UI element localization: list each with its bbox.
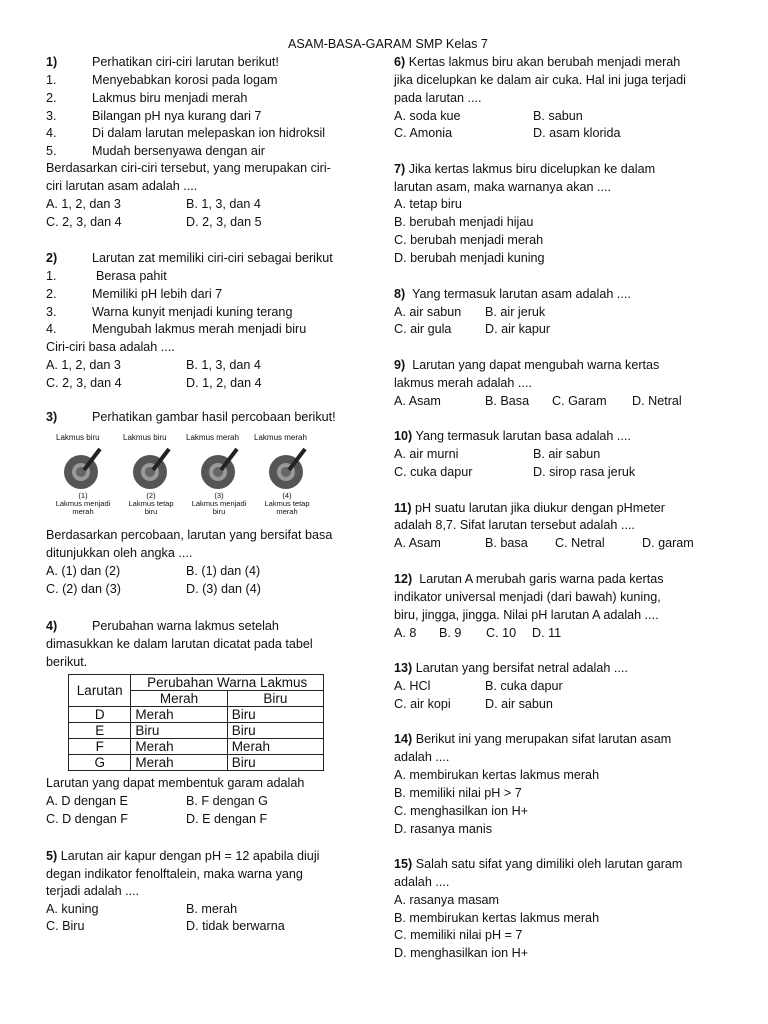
option-d: D. rasanya manis <box>394 822 492 836</box>
question-text: jika dicelupkan ke dalam air cuka. Hal ini juga terjadi <box>394 73 686 87</box>
question-line: Yang termasuk larutan basa adalah .... <box>415 429 631 443</box>
option-b: B. 9 <box>439 626 462 640</box>
figure-top-label: Lakmus biru <box>123 433 167 442</box>
option-b: B. merah <box>186 902 238 916</box>
option-b: B. F dengan G <box>186 794 268 808</box>
beaker-icon <box>201 449 237 489</box>
option-c: C. 2, 3, dan 4 <box>46 376 122 390</box>
table-row <box>69 723 324 739</box>
option-a: A. air sabun <box>394 305 462 319</box>
table-cell: Biru <box>227 755 323 771</box>
question-text: adalah .... <box>394 750 450 764</box>
list-number: 3. <box>46 109 57 123</box>
question-text: ditunjukkan oleh angka .... <box>46 546 193 560</box>
question-line: Larutan yang bersifat netral adalah .... <box>415 661 628 675</box>
table-group-header: Perubahan Warna Lakmus <box>131 675 324 691</box>
figure-number: (1) <box>78 491 88 500</box>
question-text: degan indikator fenolftalein, maka warna yang <box>46 867 303 881</box>
option-b: B. air sabun <box>533 447 601 461</box>
option-b: B. sabun <box>533 109 583 123</box>
option-d: D. menghasilkan ion H+ <box>394 946 529 960</box>
option-b: B. 1, 3, dan 4 <box>186 197 261 211</box>
question-intro: Perubahan warna lakmus setelah <box>92 619 279 633</box>
table-cell: Merah <box>227 739 323 755</box>
table-cell: Merah <box>131 739 227 755</box>
option-c: C. memiliki nilai pH = 7 <box>394 928 523 942</box>
list-number: 2. <box>46 287 57 301</box>
question-line: Salah satu sifat yang dimiliki oleh larutan garam <box>415 857 683 871</box>
question-text <box>394 161 655 177</box>
option-d: D. 11 <box>532 626 562 640</box>
list-number: 3. <box>46 305 57 319</box>
option-d: D. asam klorida <box>533 126 621 140</box>
option-a: A. HCl <box>394 679 431 693</box>
option-a: A. rasanya masam <box>394 893 499 907</box>
figure-top-label: Lakmus merah <box>186 433 239 442</box>
beaker-icon <box>269 449 305 489</box>
table-header-larutan: Larutan <box>69 675 131 707</box>
list-item: Di dalam larutan melepaskan ion hidroksil <box>92 126 326 140</box>
option-d: D. 1, 2, dan 4 <box>186 376 262 390</box>
option-d: D. E dengan F <box>186 812 268 826</box>
option-b: B. basa <box>485 536 528 550</box>
option-d: D. tidak berwarna <box>186 919 285 933</box>
question-intro: berikut. <box>46 655 88 669</box>
table-cell-label: E <box>69 723 131 739</box>
beaker-icon <box>133 449 169 489</box>
list-number: 4. <box>46 322 57 336</box>
list-number: 4. <box>46 126 57 140</box>
question-intro: Larutan zat memiliki ciri-ciri sebagai berikut <box>92 251 333 265</box>
option-c: C. menghasilkan ion H+ <box>394 804 529 818</box>
list-item: Berasa pahit <box>96 269 167 283</box>
question-line: Berikut ini yang merupakan sifat larutan asam <box>415 732 672 746</box>
option-d: D. sirop rasa jeruk <box>533 465 636 479</box>
table-cell-label: F <box>69 739 131 755</box>
question-text <box>394 500 665 516</box>
table-cell: Biru <box>227 707 323 723</box>
option-a: A. Asam <box>394 394 441 408</box>
option-a: A. 1, 2, dan 3 <box>46 358 121 372</box>
question-line: Larutan A merubah garis warna pada kertas <box>419 572 664 586</box>
figure-caption-line: Lakmus menjadi <box>55 499 111 508</box>
list-number: 5. <box>46 144 57 158</box>
question-number: 8) <box>394 287 406 301</box>
question-text <box>394 286 631 302</box>
option-a: A. kuning <box>46 902 99 916</box>
figure-caption-line: merah <box>72 507 94 516</box>
question-number: 13) <box>394 661 413 675</box>
question-intro: dimasukkan ke dalam larutan dicatat pada tabel <box>46 637 313 651</box>
figure-number: (2) <box>146 491 156 500</box>
option-d: D. air sabun <box>485 697 553 711</box>
option-a: A. air murni <box>394 447 459 461</box>
question-text <box>394 856 682 872</box>
option-c: C. 10 <box>486 626 517 640</box>
figure-caption-line: biru <box>144 507 158 516</box>
question-line: Yang termasuk larutan asam adalah .... <box>411 287 631 301</box>
figure-caption-line: Lakmus tetap <box>128 499 174 508</box>
question-line: pH suatu larutan jika diukur dengan pHmeter <box>415 501 665 515</box>
figure-caption-line: merah <box>276 507 298 516</box>
question-number: 14) <box>394 732 413 746</box>
question-text <box>394 731 671 747</box>
option-c: C. 2, 3, dan 4 <box>46 215 122 229</box>
option-b: B. membirukan kertas lakmus merah <box>394 911 600 925</box>
list-item: Mudah bersenyawa dengan air <box>92 144 265 158</box>
option-b: B. memiliki nilai pH > 7 <box>394 786 522 800</box>
question-text <box>394 660 628 676</box>
question-text: biru, jingga, jingga. Nilai pH larutan A adalah .... <box>394 608 659 622</box>
question-text <box>394 357 659 373</box>
table-subheader-merah: Merah <box>131 691 227 707</box>
table-cell: Merah <box>131 707 227 723</box>
question-number: 6) <box>394 55 406 69</box>
question-text: Berdasarkan percobaan, larutan yang bersifat basa <box>46 528 333 542</box>
list-item: Mengubah lakmus merah menjadi biru <box>92 322 307 336</box>
option-d: D. (3) dan (4) <box>186 582 261 596</box>
table-cell-label: D <box>69 707 131 723</box>
option-c: C. cuka dapur <box>394 465 473 479</box>
figure-number: (4) <box>282 491 292 500</box>
option-a: A. soda kue <box>394 109 461 123</box>
option-c: C. air kopi <box>394 697 451 711</box>
figure-caption-line: Lakmus menjadi <box>191 499 247 508</box>
question-line: Kertas lakmus biru akan berubah menjadi merah <box>408 55 681 69</box>
litmus-beakers <box>46 444 346 494</box>
option-b: B. air jeruk <box>485 305 546 319</box>
option-d: D. air kapur <box>485 322 551 336</box>
table-row <box>69 707 324 723</box>
question-text <box>46 848 319 864</box>
question-text: terjadi adalah .... <box>46 884 140 898</box>
question-text: adalah 8,7. Sifat larutan tersebut adalah .... <box>394 518 635 532</box>
table-cell-label: G <box>69 755 131 771</box>
figure-caption <box>254 492 320 516</box>
list-number: 1. <box>46 269 57 283</box>
question-text: adalah .... <box>394 875 450 889</box>
page-title: ASAM-BASA-GARAM SMP Kelas 7 <box>288 37 488 51</box>
option-a: A. D dengan E <box>46 794 128 808</box>
figure-caption <box>184 492 254 516</box>
table-cell: Merah <box>131 755 227 771</box>
table-cell: Biru <box>227 723 323 739</box>
list-item: Lakmus biru menjadi merah <box>92 91 248 105</box>
question-number: 3) <box>46 410 58 424</box>
question-text: Berdasarkan ciri-ciri tersebut, yang merupakan ciri- <box>46 161 331 175</box>
option-c: C. (2) dan (3) <box>46 582 121 596</box>
question-number: 11) <box>394 501 412 515</box>
figure-caption <box>118 492 184 516</box>
option-a: A. 8 <box>394 626 417 640</box>
question-line: Larutan air kapur dengan pH = 12 apabila diuji <box>60 849 320 863</box>
litmus-table <box>68 674 324 771</box>
table-row <box>69 739 324 755</box>
option-b: B. (1) dan (4) <box>186 564 261 578</box>
question-text <box>394 428 631 444</box>
question-intro: Perhatikan gambar hasil percobaan berikut! <box>92 410 336 424</box>
option-a: A. 1, 2, dan 3 <box>46 197 121 211</box>
question-text: lakmus merah adalah .... <box>394 376 532 390</box>
question-intro: Perhatikan ciri-ciri larutan berikut! <box>92 55 279 69</box>
question-number: 15) <box>394 857 413 871</box>
list-item: Menyebabkan korosi pada logam <box>92 73 278 87</box>
figure-caption-line: biru <box>212 507 226 516</box>
figure-caption <box>48 492 118 516</box>
option-a: A. Asam <box>394 536 441 550</box>
option-c: C. berubah menjadi merah <box>394 233 544 247</box>
question-text: ciri larutan asam adalah .... <box>46 179 198 193</box>
question-line: Larutan yang dapat mengubah warna kertas <box>412 358 660 372</box>
option-a: A. tetap biru <box>394 197 462 211</box>
figure-caption-line: Lakmus tetap <box>264 499 310 508</box>
option-c: C. Amonia <box>394 126 453 140</box>
option-b: B. berubah menjadi hijau <box>394 215 534 229</box>
list-item: Memiliki pH lebih dari 7 <box>92 287 223 301</box>
table-subheader-biru: Biru <box>227 691 323 707</box>
question-text: Ciri-ciri basa adalah .... <box>46 340 175 354</box>
option-d: D. berubah menjadi kuning <box>394 251 545 265</box>
option-c: C. air gula <box>394 322 452 336</box>
figure-number: (3) <box>214 491 224 500</box>
question-number: 1) <box>46 55 58 69</box>
option-a: A. (1) dan (2) <box>46 564 121 578</box>
question-text: Larutan yang dapat membentuk garam adalah <box>46 776 305 790</box>
question-number: 9) <box>394 358 406 372</box>
option-d: D. 2, 3, dan 5 <box>186 215 262 229</box>
option-d: D. garam <box>642 536 694 550</box>
question-text <box>394 571 664 587</box>
question-number: 2) <box>46 251 58 265</box>
question-number: 4) <box>46 619 58 633</box>
question-number: 7) <box>394 162 406 176</box>
litmus-experiment-figure <box>46 430 346 522</box>
table-cell: Biru <box>131 723 227 739</box>
option-a: A. membirukan kertas lakmus merah <box>394 768 600 782</box>
option-c: C. Netral <box>555 536 605 550</box>
list-item: Warna kunyit menjadi kuning terang <box>92 305 293 319</box>
option-c: C. D dengan F <box>46 812 128 826</box>
option-c: C. Biru <box>46 919 85 933</box>
option-b: B. 1, 3, dan 4 <box>186 358 261 372</box>
option-c: C. Garam <box>552 394 607 408</box>
table-row <box>69 755 324 771</box>
question-text <box>394 54 680 70</box>
question-number: 10) <box>394 429 413 443</box>
figure-top-label: Lakmus biru <box>56 433 100 442</box>
option-b: B. Basa <box>485 394 530 408</box>
figure-top-label: Lakmus merah <box>254 433 307 442</box>
list-number: 2. <box>46 91 57 105</box>
question-number: 5) <box>46 849 58 863</box>
beaker-icon <box>64 449 100 489</box>
question-text: indikator universal menjadi (dari bawah) kuning, <box>394 590 661 604</box>
option-b: B. cuka dapur <box>485 679 563 693</box>
list-item: Bilangan pH nya kurang dari 7 <box>92 109 262 123</box>
question-text: larutan asam, maka warnanya akan .... <box>394 180 612 194</box>
list-number: 1. <box>46 73 57 87</box>
question-number: 12) <box>394 572 413 586</box>
question-text: pada larutan .... <box>394 91 482 105</box>
option-d: D. Netral <box>632 394 682 408</box>
question-line: Jika kertas lakmus biru dicelupkan ke dalam <box>408 162 656 176</box>
